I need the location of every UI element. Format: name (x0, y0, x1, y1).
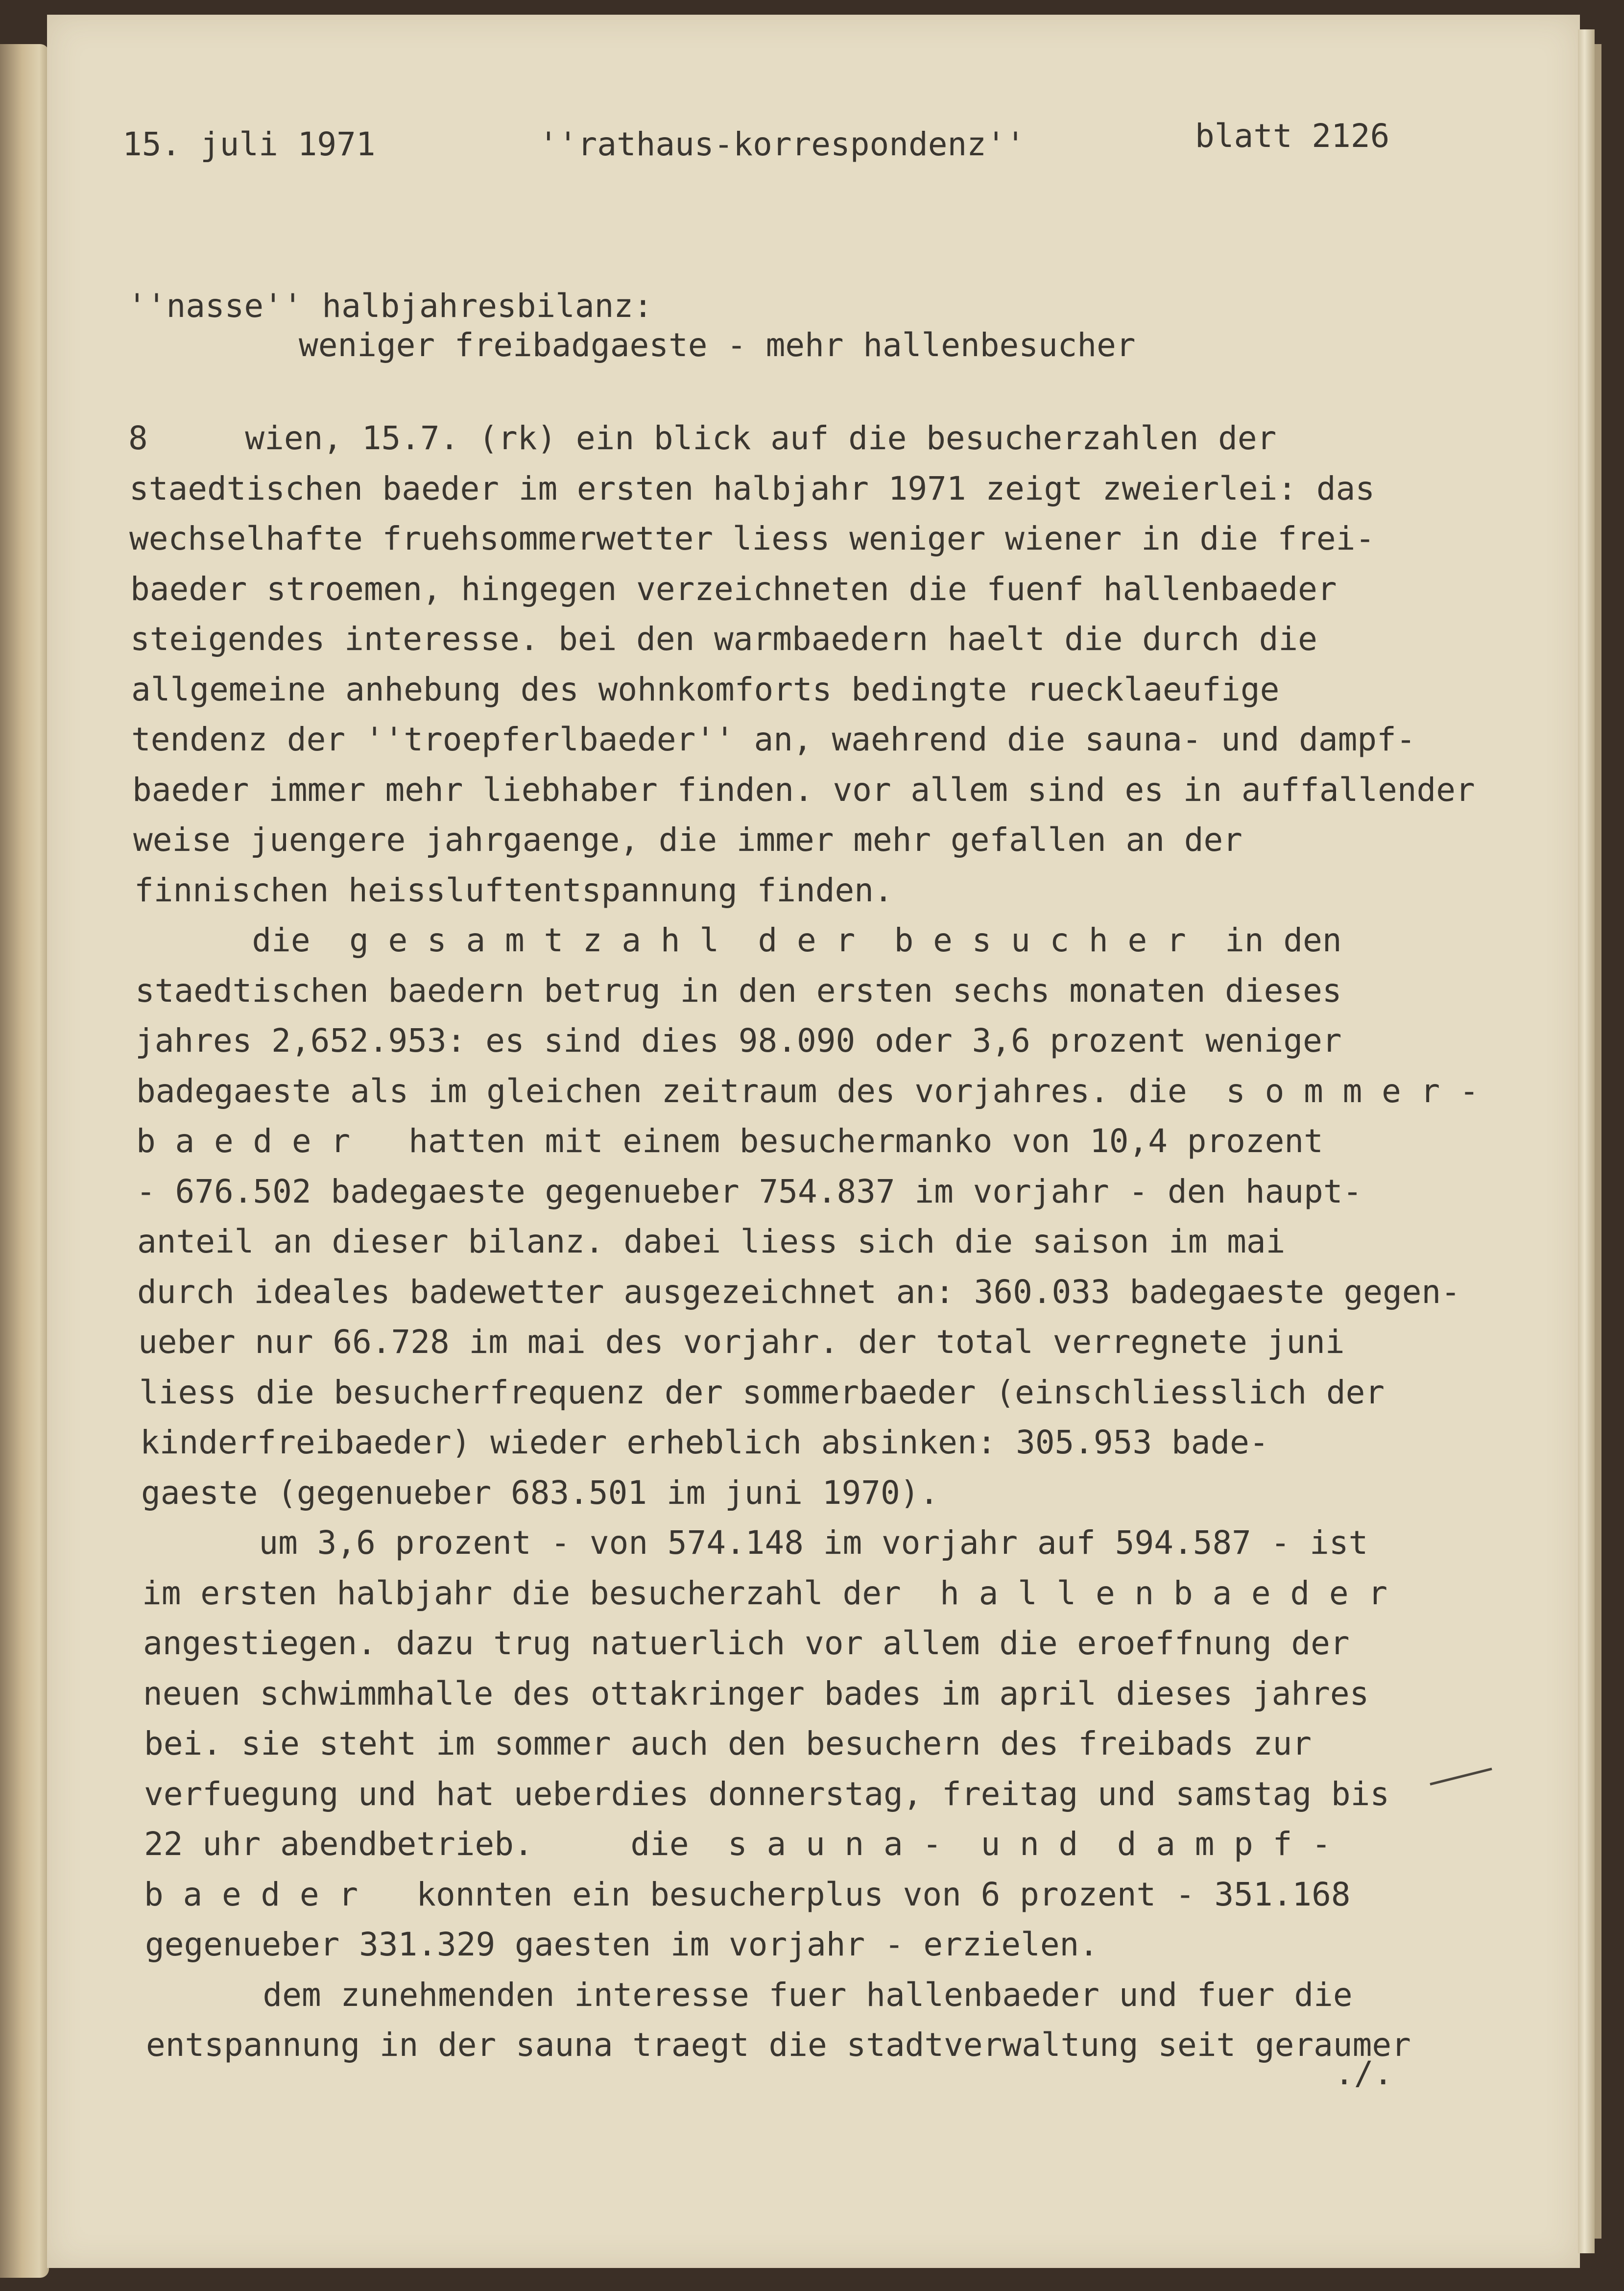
body-line: angestiegen. dazu trug natuerlich vor allem die eroeffnung der (143, 1624, 1350, 1662)
body-line: bei. sie steht im sommer auch den besuchern des freibads zur (144, 1725, 1312, 1762)
body-line: staedtischen baeder im ersten halbjahr 1971 zeigt zweierlei: das (129, 470, 1375, 507)
body-line: um 3,6 prozent - von 574.148 im vorjahr auf 594.587 - ist (142, 1524, 1368, 1562)
body-line: 22 uhr abendbetrieb. die s a u n a - u n d d a m p f - (144, 1825, 1331, 1863)
body-line: baeder stroemen, hingegen verzeichneten die fuenf hallenbaeder (130, 570, 1337, 608)
body-line: steigendes interesse. bei den warmbaedern haelt die durch die (130, 620, 1317, 658)
body-line: finnischen heissluftentspannung finden. (134, 871, 893, 909)
body-line: entspannung in der sauna traegt die stadtverwaltung seit geraumer (146, 2026, 1411, 2064)
body-line: b a e d e r konnten ein besucherplus von 6 prozent - 351.168 (144, 1876, 1351, 1913)
body-line: staedtischen baedern betrug in den ersten sechs monaten dieses (135, 972, 1342, 1010)
header-publication: ''rathaus-korrespondenz'' (539, 125, 1026, 163)
body-line: gaeste (gegenueber 683.501 im juni 1970). (141, 1474, 939, 1512)
body-line: baeder immer mehr liebhaber finden. vor allem sind es in auffallender (132, 771, 1475, 809)
headline: ''nasse'' halbjahresbilanz: (127, 287, 653, 325)
body-line: die g e s a m t z a h l d e r b e s u c h e r in den (135, 921, 1342, 959)
body-line: weise juengere jahrgaenge, die immer mehr gefallen an der (133, 821, 1242, 859)
body-line: - 676.502 badegaeste gegenueber 754.837 im vorjahr - den haupt- (136, 1173, 1362, 1210)
page-stack-shadow (1595, 44, 1601, 2239)
body-line: verfuegung und hat ueberdies donnerstag, freitag und samstag bis (144, 1775, 1390, 1813)
body-line: 8 wien, 15.7. (rk) ein blick auf die besucherzahlen der (128, 419, 1277, 457)
continuation-mark: ./. (1335, 2054, 1393, 2092)
body-line: ueber nur 66.728 im mai des vorjahr. der total verregnete juni (138, 1323, 1345, 1361)
body-line: durch ideales badewetter ausgezeichnet an: 360.033 badegaeste gegen- (137, 1273, 1461, 1311)
header-sheet-number: blatt 2126 (1195, 117, 1390, 155)
body-line: b a e d e r hatten mit einem besuchermanko von 10,4 prozent (136, 1122, 1323, 1160)
body-line: jahres 2,652.953: es sind dies 98.090 oder 3,6 prozent weniger (135, 1022, 1342, 1060)
body-line: wechselhafte fruehsommerwetter liess weniger wiener in die frei- (129, 520, 1375, 557)
body-line: gegenueber 331.329 gaesten im vorjahr - erzielen. (145, 1926, 1099, 1963)
body-line: kinderfreibaeder) wieder erheblich absinken: 305.953 bade- (140, 1423, 1269, 1461)
body-line: allgemeine anhebung des wohnkomforts bedingte ruecklaeufige (131, 671, 1280, 708)
body-line: neuen schwimmhalle des ottakringer bades im april dieses jahres (143, 1675, 1369, 1712)
header-date: 15. juli 1971 (122, 125, 376, 163)
subheadline: weniger freibadgaeste - mehr hallenbesucher (299, 326, 1136, 364)
body-line: liess die besucherfrequenz der sommerbaeder (einschliesslich der (139, 1374, 1385, 1411)
body-line: anteil an dieser bilanz. dabei liess sich die saison im mai (137, 1223, 1286, 1260)
body-line: im ersten halbjahr die besucherzahl der h a l l e n b a e d e r (142, 1574, 1388, 1612)
page-stack-edge (1578, 29, 1595, 2253)
body-line: badegaeste als im gleichen zeitraum des vorjahres. die s o m m e r - (136, 1072, 1479, 1110)
body-line: dem zunehmenden interesse fuer hallenbaeder und fuer die (146, 1976, 1353, 2014)
body-line: tendenz der ''troepferlbaeder'' an, waehrend die sauna- und dampf- (131, 721, 1416, 758)
adjacent-page-edge (0, 44, 49, 2278)
